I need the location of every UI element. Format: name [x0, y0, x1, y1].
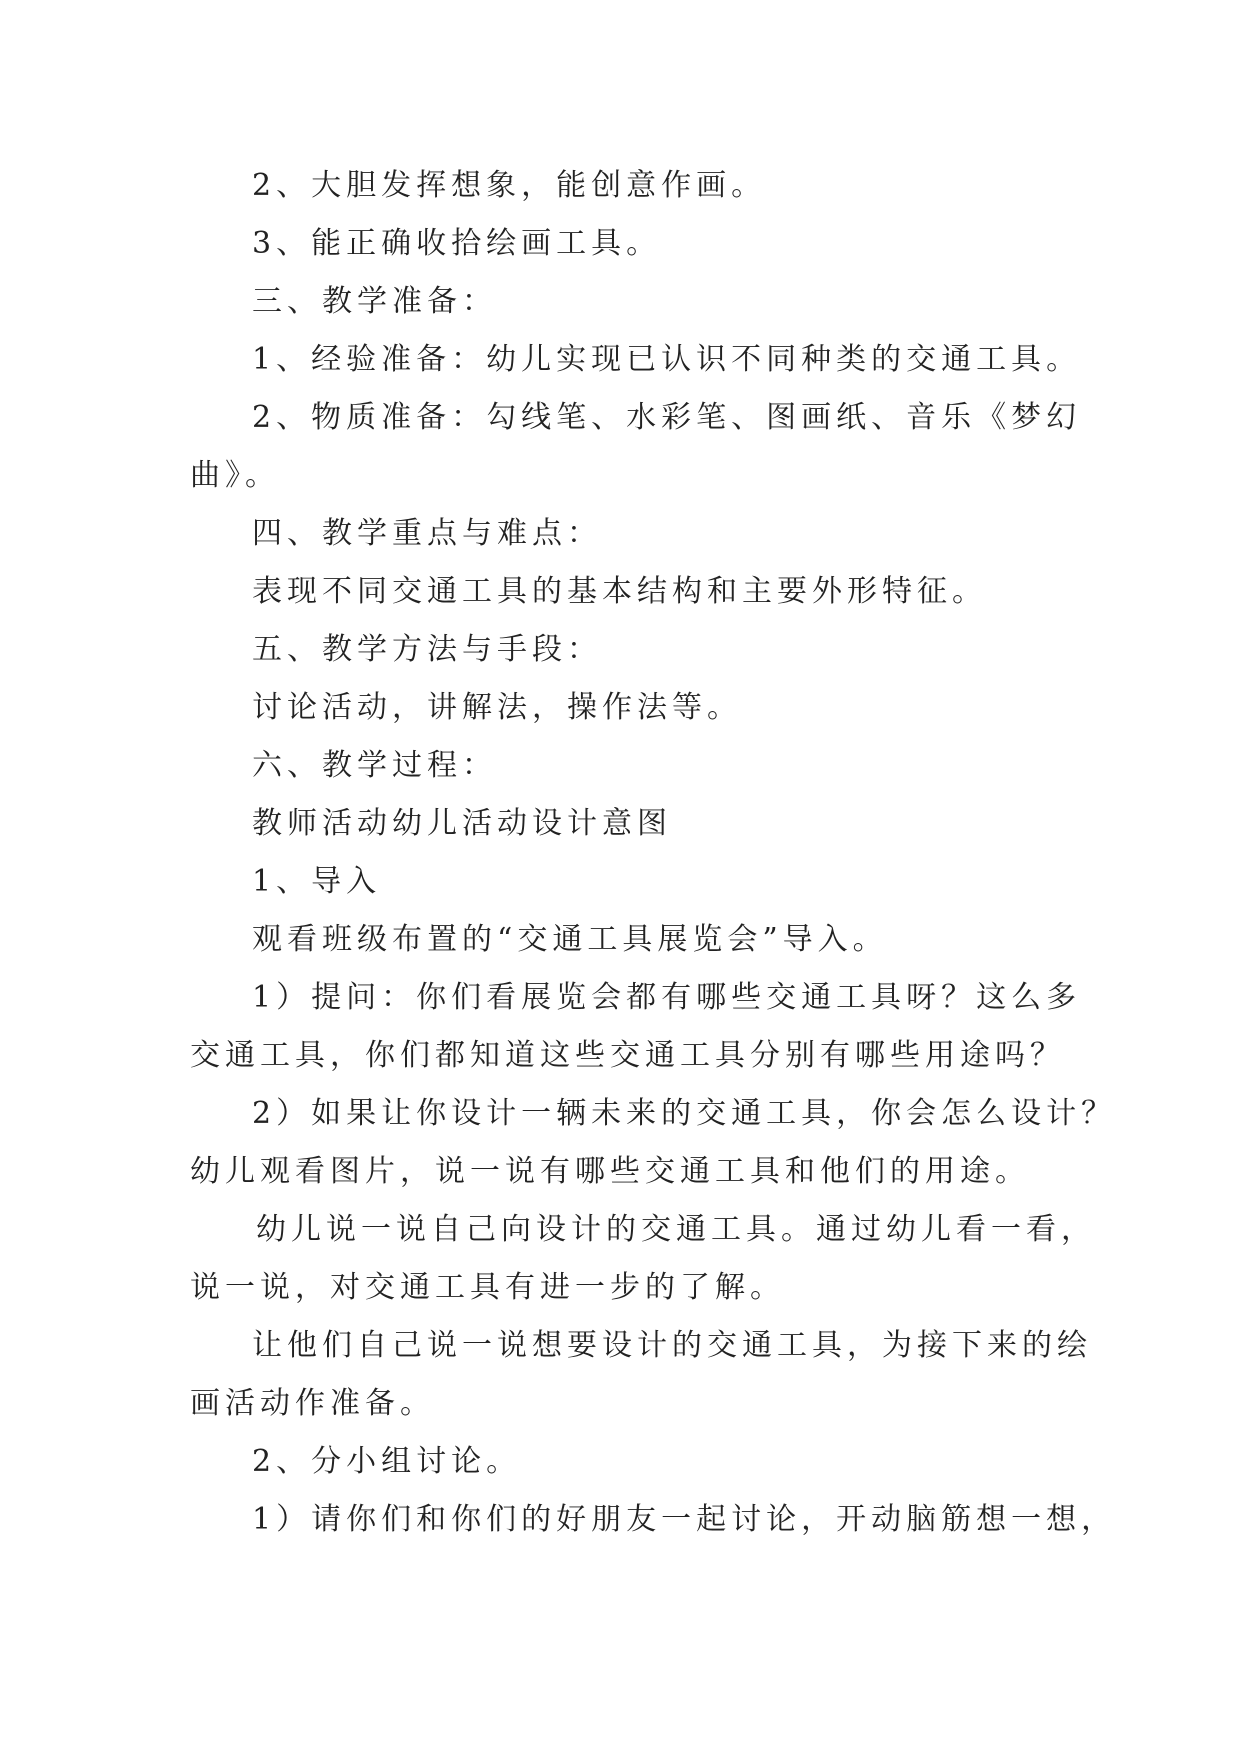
text-line: 2、物质准备：勾线笔、水彩笔、图画纸、音乐《梦幻	[252, 400, 1082, 435]
text-line: 1）提问：你们看展览会都有哪些交通工具呀？这么多	[252, 980, 1082, 1015]
section-heading: 四、教学重点与难点：	[252, 516, 602, 551]
section-heading: 六、教学过程：	[252, 748, 497, 783]
text-line: 幼儿说一说自己向设计的交通工具。通过幼儿看一看，	[256, 1212, 1096, 1247]
text-line: 表现不同交通工具的基本结构和主要外形特征。	[252, 574, 987, 609]
text-line: 3、能正确收拾绘画工具。	[252, 226, 662, 261]
text-line: 幼儿观看图片，说一说有哪些交通工具和他们的用途。	[190, 1154, 1030, 1189]
text-line: 说一说，对交通工具有进一步的了解。	[190, 1270, 785, 1305]
section-heading: 五、教学方法与手段：	[252, 632, 602, 667]
text-line: 教师活动幼儿活动设计意图	[252, 806, 672, 841]
text-line: 2）如果让你设计一辆未来的交通工具，你会怎么设计？	[252, 1096, 1117, 1131]
text-line: 观看班级布置的“交通工具展览会”导入。	[252, 922, 888, 957]
section-heading: 三、教学准备：	[252, 284, 497, 319]
text-line: 1）请你们和你们的好朋友一起讨论，开动脑筋想一想，	[252, 1502, 1117, 1537]
text-line: 1、经验准备：幼儿实现已认识不同种类的交通工具。	[252, 342, 1082, 377]
text-line: 曲》。	[190, 458, 280, 493]
text-line: 画活动作准备。	[190, 1386, 435, 1421]
text-line: 交通工具，你们都知道这些交通工具分别有哪些用途吗？	[190, 1038, 1065, 1073]
text-line: 让他们自己说一说想要设计的交通工具，为接下来的绘	[252, 1328, 1092, 1363]
text-line: 2、大胆发挥想象，能创意作画。	[252, 168, 767, 203]
text-line: 2、分小组讨论。	[252, 1444, 522, 1479]
text-line: 讨论活动，讲解法，操作法等。	[252, 690, 742, 725]
text-line: 1、导入	[252, 864, 382, 899]
